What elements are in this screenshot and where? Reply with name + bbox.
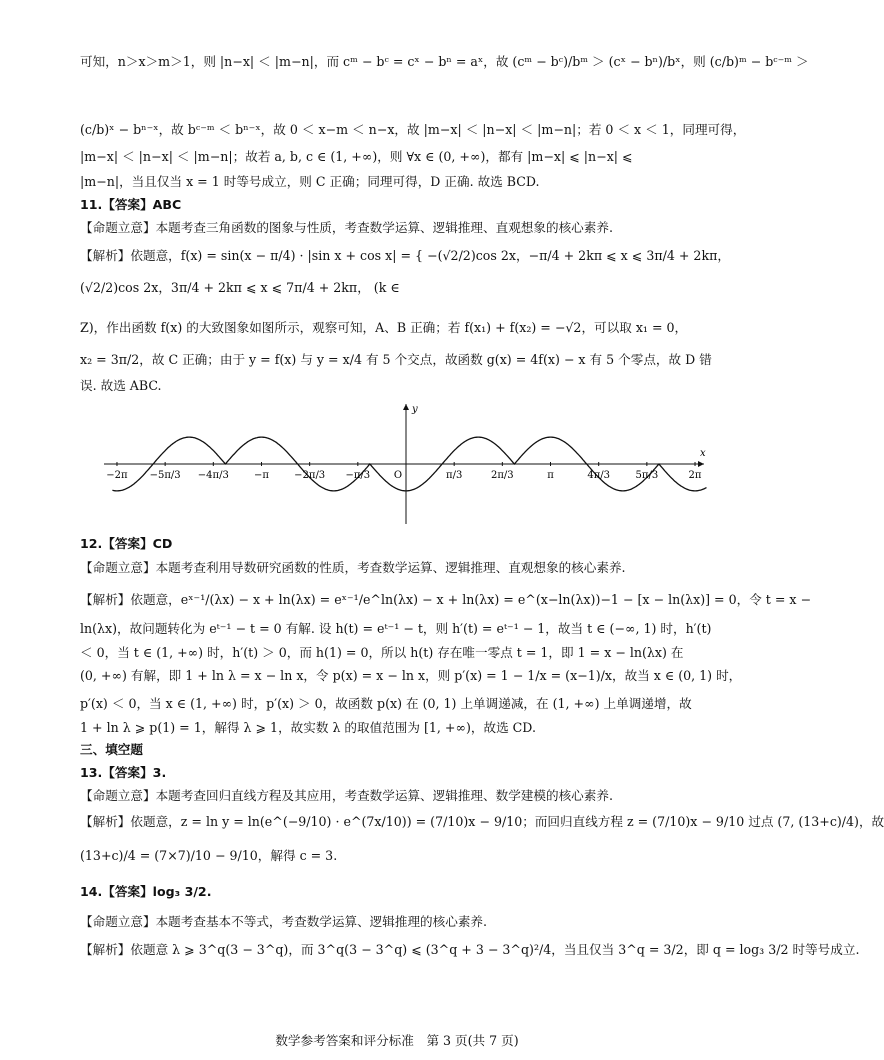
text-line: p′(x) ＜ 0，当 x ∈ (1, +∞) 时，p′(x) ＞ 0，故函数 p(x) 在 (0, 1) 上单调递减，在 (1, +∞) 上单调递增，故 [80, 696, 692, 711]
y-axis-arrow [403, 404, 409, 410]
text-line: 【解析】依题意 λ ⩾ 3^q(3 − 3^q)，而 3^q(3 − 3^q) ⩽ (3^q + 3 − 3^q)²/4，当且仅当 3^q = 3/2，即 q = log₃ 3/2 时等号成立. [80, 942, 860, 957]
text-line: 【命题立意】本题考查基本不等式，考查数学运算、逻辑推理的核心素养. [80, 914, 488, 929]
y-axis-label: y [412, 404, 418, 415]
section-heading: 三、填空题 [80, 742, 143, 757]
x-tick-label: −π/3 [345, 470, 371, 481]
text-line: 【命题立意】本题考查三角函数的图象与性质，考查数学运算、逻辑推理、直观想象的核心素养. [80, 220, 613, 235]
text-line: 【解析】依题意，f(x) = sin(x − π/4) · |sin x + cos x| = { −(√2/2)cos 2x，−π/4 + 2kπ ⩽ x ⩽ 3π/4 + 2kπ， [80, 248, 730, 263]
x-axis-arrow [698, 461, 704, 467]
text-line: Z)，作出函数 f(x) 的大致图象如图所示，观察可知，A、B 正确；若 f(x₁) + f(x₂) = −√2，可以取 x₁ = 0， [80, 320, 688, 335]
text-line: |m−x| ＜ |n−x| ＜ |m−n|；故若 a, b, c ∈ (1, +∞)，则 ∀x ∈ (0, +∞)，都有 |m−x| ⩽ |n−x| ⩽ [80, 149, 633, 164]
text-line: x₂ = 3π/2，故 C 正确；由于 y = f(x) 与 y = x/4 有 5 个交点，故函数 g(x) = 4f(x) − x 有 5 个零点，故 D 错 [80, 352, 712, 367]
text-line: 1 + ln λ ⩾ p(1) = 1，解得 λ ⩾ 1，故实数 λ 的取值范围为 [1, +∞)，故选 CD. [80, 720, 536, 735]
function-graph [100, 400, 712, 528]
x-tick-label: 2π/3 [491, 470, 514, 481]
text-line: 【命题立意】本题考查回归直线方程及其应用，考查数学运算、逻辑推理、数学建模的核心素养. [80, 788, 613, 803]
x-tick-label: 2π [688, 470, 702, 481]
text-line: 【解析】依题意，z = ln y = ln(e^(−9/10) · e^(7x/10)) = (7/10)x − 9/10；而回归直线方程 z = (7/10)x − 9/10 过点 (7, (13+c)/4)，故 [80, 814, 884, 829]
x-tick-label: −π [254, 470, 269, 481]
x-tick-label: −4π/3 [197, 470, 229, 481]
x-axis-label: x [700, 448, 706, 459]
x-tick-label: −5π/3 [149, 470, 181, 481]
text-line: 【命题立意】本题考查利用导数研究函数的性质，考查数学运算、逻辑推理、直观想象的核心素养. [80, 560, 626, 575]
answer-heading-12: 12.【答案】CD [80, 536, 173, 551]
x-tick-label: O [393, 470, 403, 481]
text-line: (√2/2)cos 2x，3π/4 + 2kπ ⩽ x ⩽ 7π/4 + 2kπ， (k ∈ [80, 280, 400, 295]
answer-heading-13: 13.【答案】3. [80, 765, 167, 780]
text-line: 【解析】依题意，eˣ⁻¹/(λx) − x + ln(λx) = eˣ⁻¹/e^ln(λx) − x + ln(λx) = e^(x−ln(λx))−1 − [x − ln(λx)] = 0，令 t = x − [80, 592, 812, 607]
x-tick-label: π [547, 470, 554, 481]
x-tick-label: π/3 [446, 470, 463, 481]
text-line: |m−n|，当且仅当 x = 1 时等号成立，则 C 正确；同理可得，D 正确. 故选 BCD. [80, 174, 540, 189]
x-tick-label: 4π/3 [587, 470, 611, 481]
text-line: ＜ 0，当 t ∈ (1, +∞) 时，h′(t) ＞ 0，而 h(1) = 0，所以 h(t) 存在唯一零点 t = 1，即 1 = x − ln(λx) 在 [80, 645, 684, 660]
text-line: ln(λx)，故问题转化为 eᵗ⁻¹ − t = 0 有解. 设 h(t) = eᵗ⁻¹ − t，则 h′(t) = eᵗ⁻¹ − 1，故当 t ∈ (−∞, 1) 时，h′(t) [80, 621, 712, 636]
text-line: (c/b)ˣ − bⁿ⁻ˣ，故 bᶜ⁻ᵐ ＜ bⁿ⁻ˣ，故 0 ＜ x−m ＜ n−x，故 |m−x| ＜ |n−x| ＜ |m−n|；若 0 ＜ x ＜ 1，同理可得， [80, 122, 746, 137]
text-line: (13+c)/4 = (7×7)/10 − 9/10，解得 c = 3. [80, 848, 338, 863]
answer-heading-14: 14.【答案】log₃ 3/2. [80, 884, 212, 899]
x-tick-label: 5π/3 [635, 470, 659, 481]
x-tick-label: −2π [106, 470, 128, 481]
text-line: (0, +∞) 有解，即 1 + ln λ = x − ln x，令 p(x) = x − ln x，则 p′(x) = 1 − 1/x = (x−1)/x，故当 x ∈ (0, 1) 时， [80, 668, 742, 683]
page-footer: 数学参考答案和评分标准 第 3 页(共 7 页) [275, 1033, 519, 1048]
text-line: 可知，n＞x＞m＞1，则 |n−x| ＜ |m−n|，而 cᵐ − bᶜ = cˣ − bⁿ = aˣ，故 (cᵐ − bᶜ)/bᵐ ＞ (cˣ − bⁿ)/bˣ，则 (c/b)ᵐ − bᶜ⁻ᵐ ＞ [80, 54, 809, 69]
x-tick-label: −2π/3 [294, 470, 326, 481]
text-line: 误. 故选 ABC. [80, 378, 162, 393]
answer-heading-11: 11.【答案】ABC [80, 197, 182, 212]
